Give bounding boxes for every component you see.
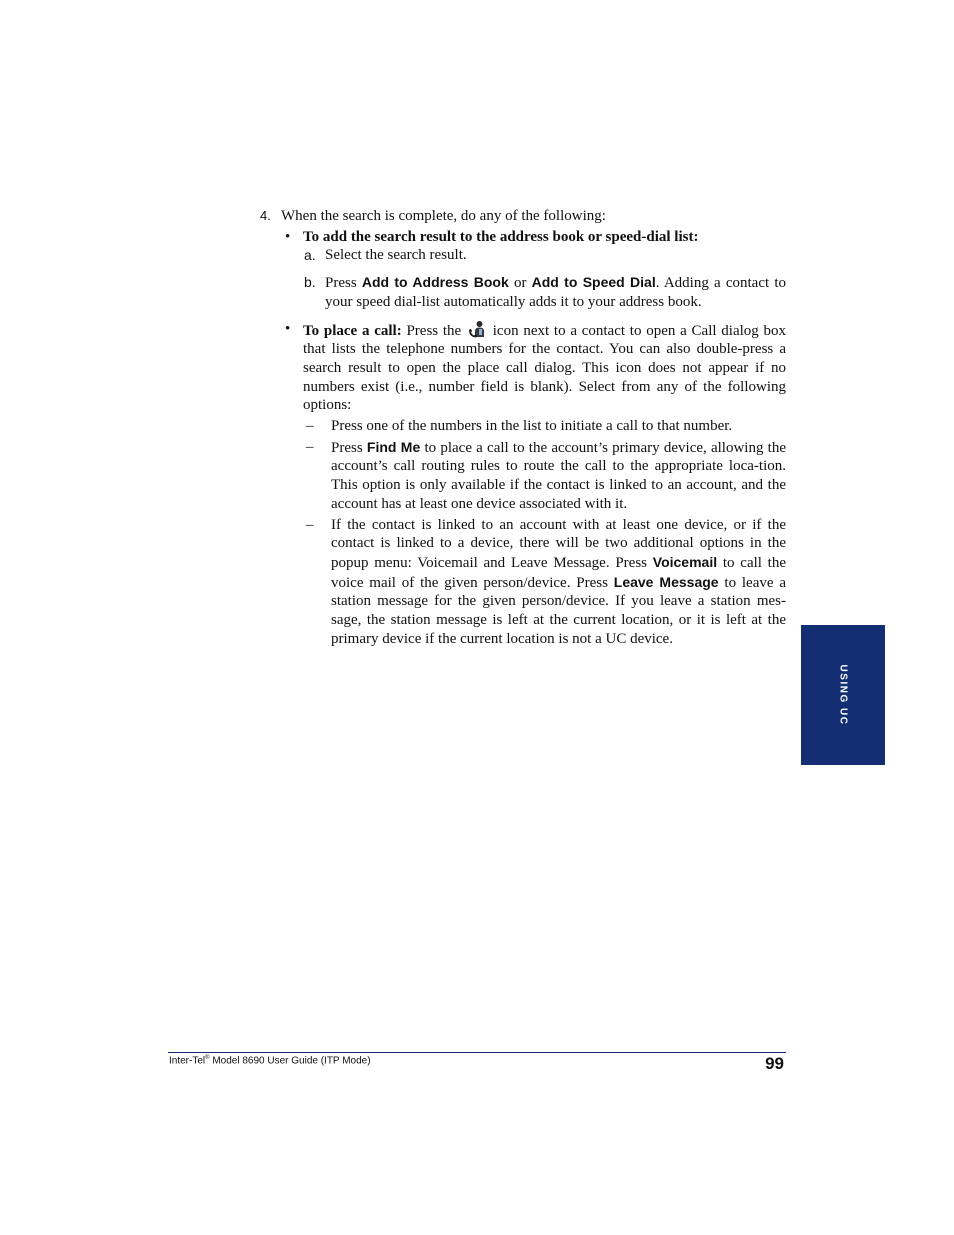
- add-to-speed-dial-label: Add to Speed Dial: [531, 274, 656, 291]
- page-body: [260, 207, 786, 648]
- footer-divider: [168, 1052, 786, 1053]
- sub-step-press: Press: [325, 275, 357, 292]
- bullet-heading: To place a call:: [303, 322, 402, 339]
- bullet-symbol: •: [285, 228, 291, 245]
- dash-symbol: –: [306, 418, 314, 435]
- step-text: When the search is complete, do any of the following:: [281, 208, 606, 224]
- sub-step-letter: b.: [304, 274, 316, 291]
- sub-step-text: Select the search result.: [325, 247, 467, 264]
- voicemail-label: Voicemail: [652, 553, 718, 570]
- footer-title: [169, 1055, 371, 1066]
- place-call-icon: [468, 320, 486, 338]
- section-tab-label: USING UC: [837, 664, 849, 726]
- call-option-find-me: [260, 438, 786, 514]
- sub-step-rest: . Adding a contact to your speed dial-list automatically adds it to your address book.: [325, 275, 787, 310]
- add-to-address-book-label: Add to Address Book: [361, 274, 509, 291]
- option-text-part2: to call the voice mail of the given person/device. Press: [331, 554, 787, 591]
- page-number: 99: [765, 1054, 784, 1073]
- find-me-label: Find Me: [366, 438, 421, 455]
- place-call-description: icon next to a contact to open a Call dialog box that lists the telephone numbers for the contact. You can also double-press a search result to open the place call dialog. This icon does not appear if no numbers exist (i.e., number field is blank). Select from any of the following options:: [303, 322, 787, 414]
- option-text-part3: to leave a station message for the given person/device. If you leave a station mes-sage, the station message is left at the current location, or it is left at the primary device if the current location is not a UC device.: [331, 574, 787, 647]
- option-text-part1: If the contact is linked to an account with at least one device, or if the contact is linked to a device, there will be two additional options in the popup menu: Voicemail and Leave Message. Press: [331, 516, 786, 571]
- bullet-place-call: [260, 320, 786, 416]
- dash-symbol: –: [306, 516, 314, 533]
- registered-mark: ®: [205, 1055, 210, 1061]
- bullet-add-to-address-book: [260, 228, 786, 247]
- sub-step-letter: a.: [304, 247, 316, 264]
- press-the-text: Press the: [406, 322, 462, 339]
- option-text: to place a call to the account’s primary device, allowing the account’s call routing rules to route the call to the appropriate loca-tion. This option is only available if the contact is linked to an account, and the account has at least one device associated with it.: [331, 439, 787, 512]
- bullet-symbol: •: [285, 320, 291, 337]
- bullet-heading: To add the search result to the address book or speed-dial list:: [303, 228, 699, 245]
- sub-step-or: or: [513, 275, 527, 292]
- sub-step-b: [260, 273, 786, 311]
- call-option-number: [260, 417, 786, 436]
- dash-symbol: –: [306, 438, 314, 455]
- option-text: Press one of the numbers in the list to initiate a call to that number.: [331, 418, 733, 435]
- sub-step-a: [260, 246, 786, 265]
- step-4: [260, 207, 786, 226]
- leave-message-label: Leave Message: [613, 573, 719, 590]
- option-press: Press: [331, 439, 363, 456]
- call-option-voicemail: [260, 516, 786, 649]
- footer-guide-title: Model 8690 User Guide (ITP Mode): [209, 1055, 371, 1067]
- step-number: 4.: [260, 208, 271, 223]
- footer-brand: Inter-Tel: [169, 1055, 206, 1067]
- section-tab: [801, 625, 885, 765]
